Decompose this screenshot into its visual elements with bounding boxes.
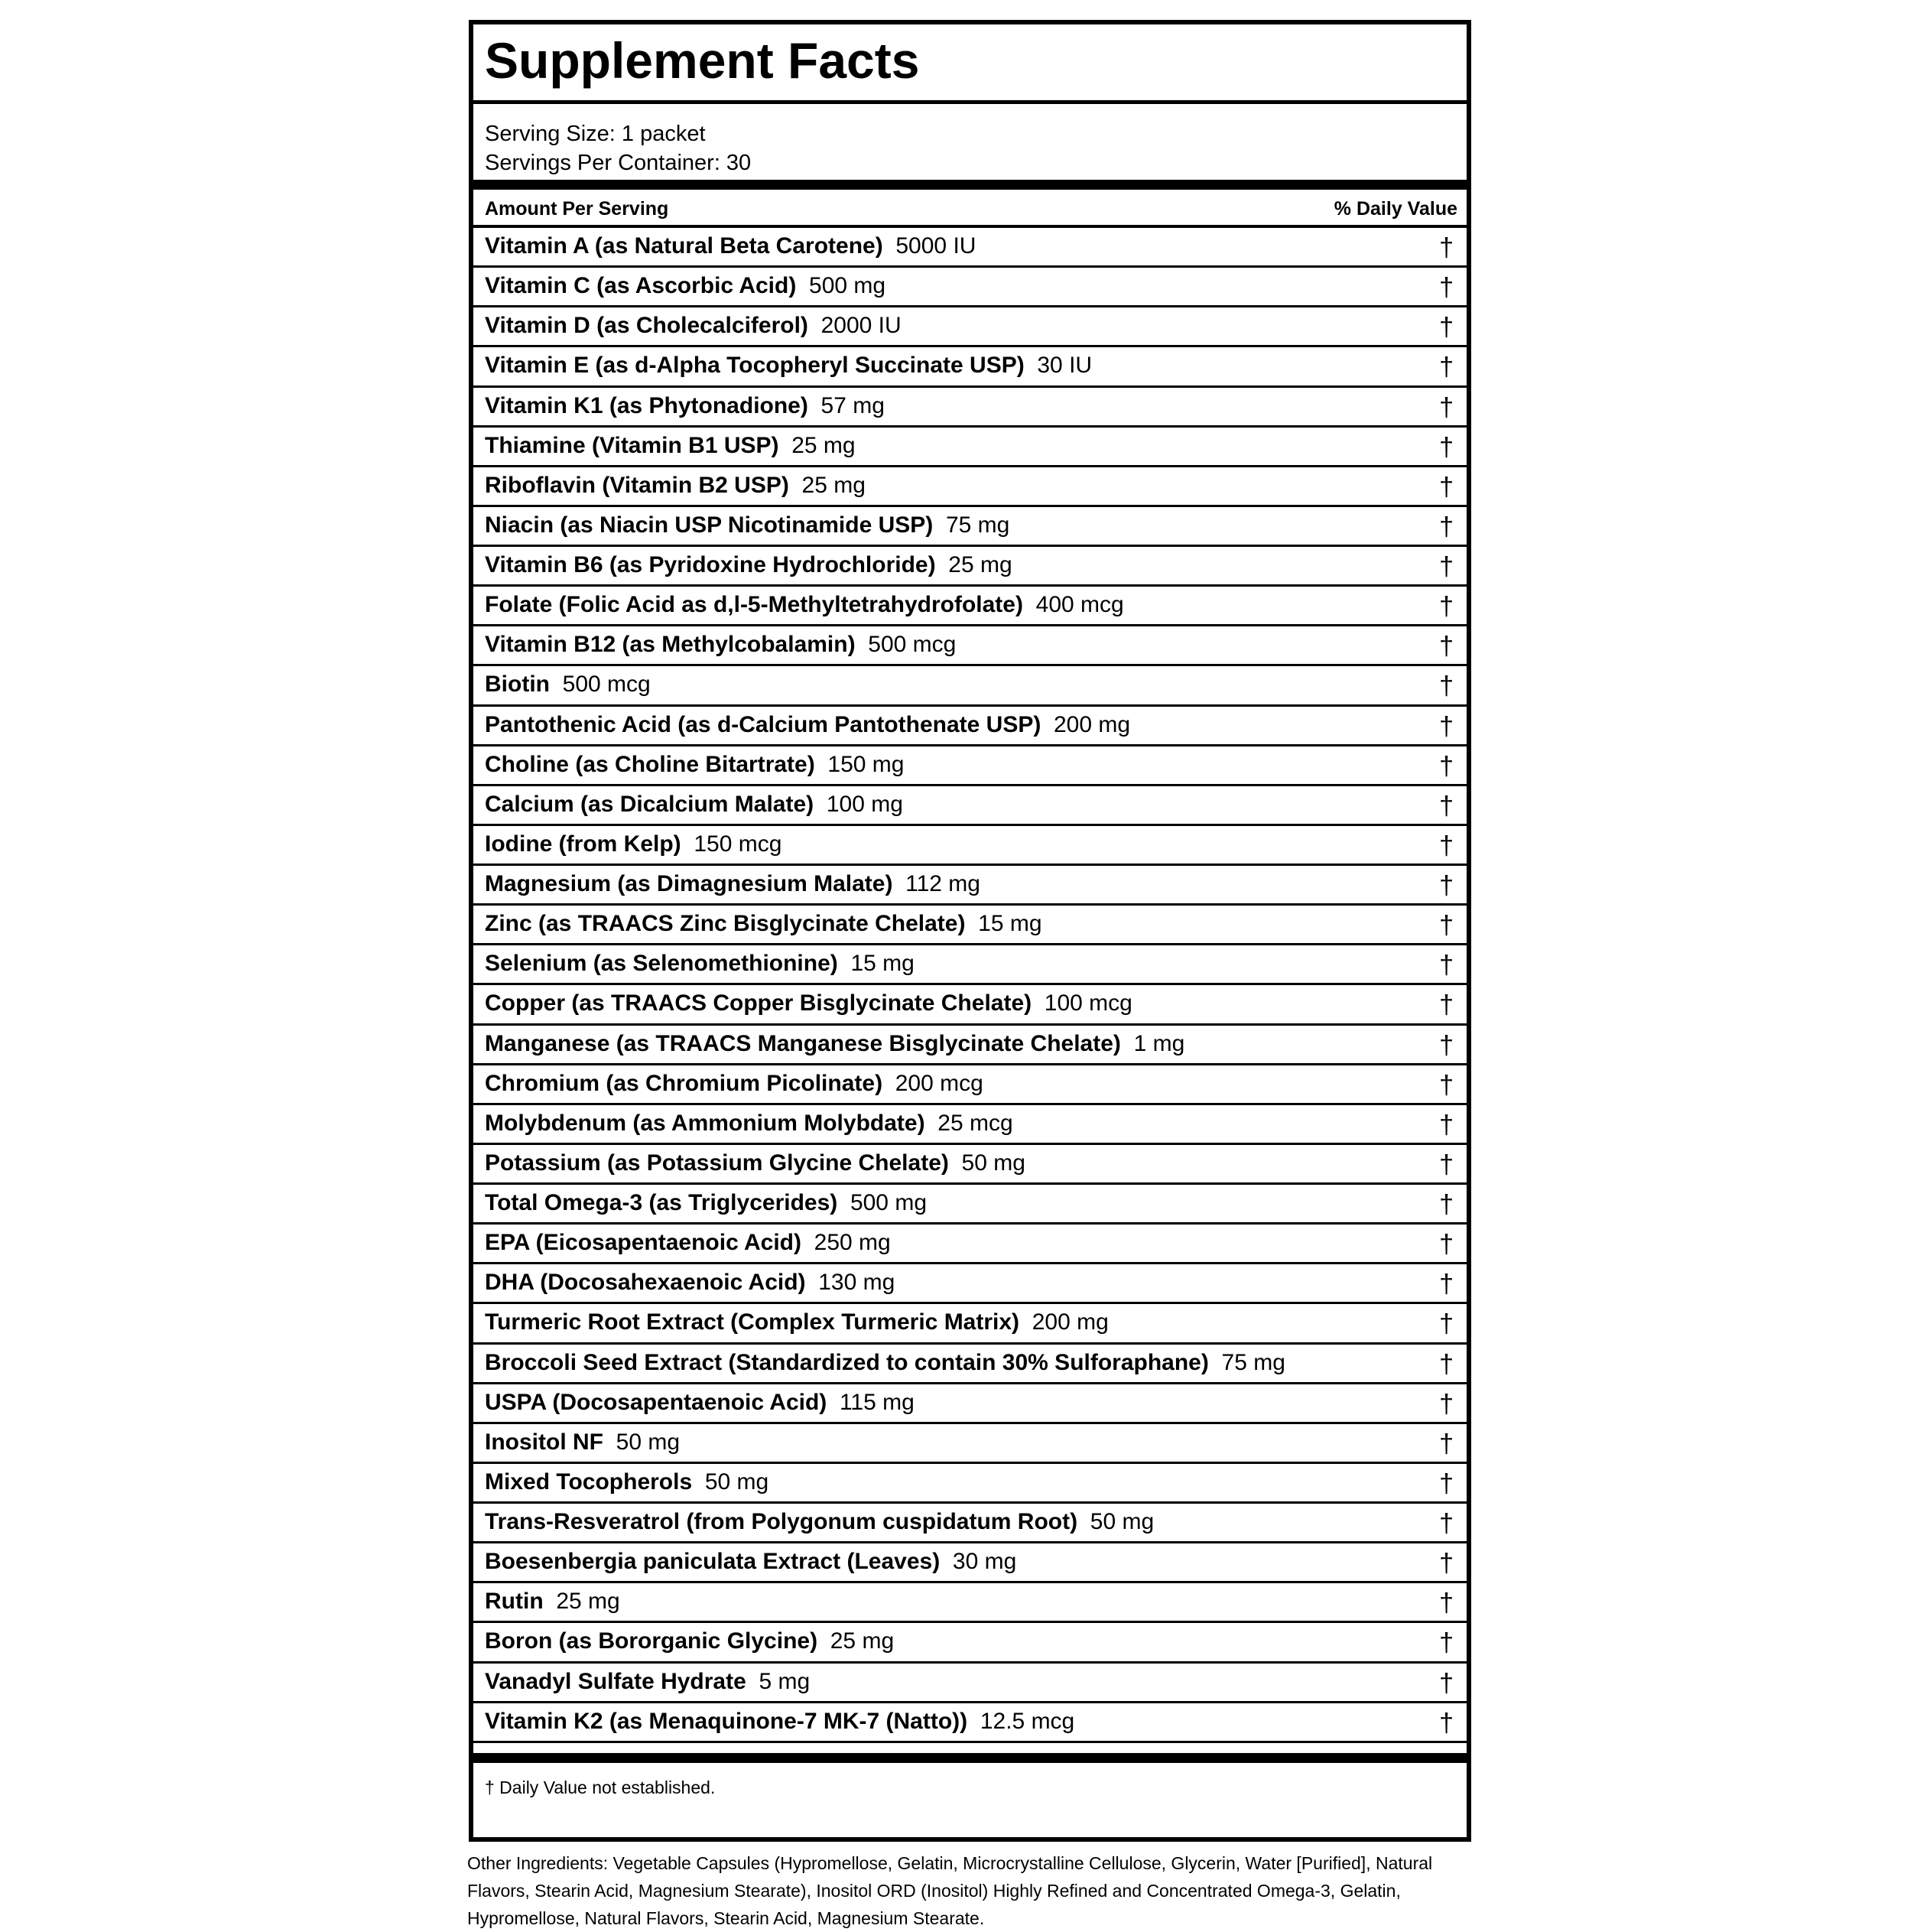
- dagger-mark: †: [1439, 273, 1454, 303]
- nutrient-name: Vitamin B6 (as Pyridoxine Hydrochloride): [485, 552, 936, 577]
- dagger-mark: †: [1439, 552, 1454, 581]
- dagger-mark: †: [1439, 1589, 1454, 1618]
- nutrient-name: Thiamine (Vitamin B1 USP): [485, 432, 779, 458]
- nutrient-row: [473, 626, 1467, 666]
- nutrient-text: [485, 1351, 1285, 1374]
- nutrient-row: [473, 268, 1467, 307]
- nutrient-row: [473, 347, 1467, 387]
- nutrient-row: [473, 1304, 1467, 1344]
- dagger-mark: †: [1439, 1110, 1454, 1140]
- nutrient-text: [485, 992, 1132, 1015]
- dagger-mark: †: [1439, 1030, 1454, 1060]
- nutrient-amount: 150 mcg: [694, 831, 782, 857]
- nutrient-amount: 150 mg: [827, 751, 905, 777]
- nutrient-amount: 25 mg: [556, 1589, 620, 1615]
- dagger-mark: †: [1439, 1628, 1454, 1658]
- nutrient-text: [485, 1590, 620, 1613]
- nutrient-name: Iodine (from Kelp): [485, 831, 681, 857]
- dagger-mark: †: [1439, 791, 1454, 821]
- dagger-mark: †: [1439, 1509, 1454, 1538]
- nutrient-row: [473, 1504, 1467, 1543]
- nutrient-amount: 5000 IU: [895, 233, 976, 259]
- nutrient-amount: 200 mg: [1054, 711, 1131, 737]
- nutrient-row: [473, 388, 1467, 428]
- dagger-mark: †: [1439, 632, 1454, 662]
- nutrient-text: [485, 1511, 1154, 1534]
- dagger-mark: †: [1439, 1070, 1454, 1100]
- nutrient-text: [485, 235, 976, 258]
- nutrient-text: [485, 1471, 768, 1494]
- nutrient-amount: 15 mg: [978, 911, 1042, 937]
- nutrient-amount: 12.5 mcg: [980, 1708, 1075, 1734]
- nutrient-name: Boron (as Bororganic Glycine): [485, 1628, 818, 1654]
- nutrient-row: [473, 906, 1467, 945]
- dagger-mark: †: [1439, 1270, 1454, 1299]
- dagger-mark: †: [1439, 392, 1454, 422]
- nutrient-name: Mixed Tocopherols: [485, 1469, 693, 1495]
- nutrient-name: Selenium (as Selenomethionine): [485, 951, 838, 977]
- nutrient-text: [485, 314, 902, 337]
- nutrient-row: [473, 945, 1467, 985]
- dagger-mark: †: [1439, 831, 1454, 860]
- nutrient-amount: 50 mg: [1090, 1509, 1155, 1534]
- daily-value-header: % Daily Value: [1334, 198, 1457, 220]
- dagger-mark: †: [1439, 512, 1454, 542]
- nutrient-amount: 500 mg: [809, 273, 886, 299]
- nutrient-text: [485, 474, 866, 497]
- nutrient-text: [485, 275, 885, 298]
- nutrient-row: [473, 307, 1467, 347]
- nutrient-amount: 1 mg: [1133, 1030, 1185, 1056]
- nutrient-amount: 500 mcg: [868, 632, 957, 658]
- nutrient-row: [473, 707, 1467, 746]
- column-header-row: [473, 190, 1467, 228]
- nutrient-text: [485, 711, 1131, 737]
- nutrient-text: [485, 912, 1042, 935]
- nutrient-text: [485, 1271, 895, 1294]
- nutrient-row: [473, 1065, 1467, 1105]
- nutrient-amount: 200 mcg: [895, 1070, 983, 1096]
- nutrient-amount: 25 mg: [948, 552, 1012, 577]
- nutrient-amount: 500 mcg: [562, 672, 651, 698]
- dagger-mark: †: [1439, 751, 1454, 781]
- nutrient-row: [473, 1185, 1467, 1225]
- nutrient-name: Rutin: [485, 1589, 544, 1615]
- nutrient-row: [473, 1145, 1467, 1185]
- title-section: [473, 24, 1467, 104]
- dagger-mark: †: [1439, 592, 1454, 622]
- nutrient-amount: 50 mg: [616, 1429, 681, 1455]
- nutrient-name: Folate (Folic Acid as d,l-5-Methyltetrahydrofolate): [485, 592, 1023, 618]
- nutrient-amount: 130 mg: [818, 1270, 895, 1296]
- nutrient-text: [485, 952, 915, 975]
- nutrient-name: Manganese (as TRAACS Manganese Bisglycinate Chelate): [485, 1030, 1121, 1056]
- nutrient-row: [473, 1026, 1467, 1065]
- nutrient-row: [473, 666, 1467, 706]
- nutrient-list: [473, 228, 1467, 1743]
- nutrient-row: [473, 228, 1467, 268]
- nutrient-text: [485, 793, 903, 816]
- nutrient-text: [485, 753, 904, 776]
- dagger-mark: †: [1439, 1469, 1454, 1498]
- nutrient-text: [485, 434, 856, 457]
- thick-divider: [473, 1753, 1467, 1763]
- serving-info: [473, 104, 1467, 184]
- nutrient-name: Vitamin K2 (as Menaquinone-7 MK-7 (Natto)): [485, 1708, 968, 1734]
- nutrient-text: [485, 594, 1124, 616]
- nutrient-text: [485, 392, 885, 418]
- nutrient-name: Magnesium (as Dimagnesium Malate): [485, 871, 893, 896]
- nutrient-name: Calcium (as Dicalcium Malate): [485, 791, 814, 817]
- dagger-mark: †: [1439, 1708, 1454, 1738]
- nutrient-row: [473, 1345, 1467, 1384]
- nutrient-text: [485, 673, 651, 696]
- nutrient-name: Riboflavin (Vitamin B2 USP): [485, 472, 789, 498]
- nutrient-name: Vitamin D (as Cholecalciferol): [485, 313, 808, 339]
- nutrient-text: [485, 354, 1092, 377]
- nutrient-row: [473, 985, 1467, 1025]
- nutrient-name: Niacin (as Niacin USP Nicotinamide USP): [485, 512, 934, 538]
- serving-size: Serving Size: 1 packet: [485, 122, 706, 146]
- nutrient-row: [473, 1384, 1467, 1424]
- nutrient-amount: 30 IU: [1037, 353, 1093, 379]
- nutrient-name: Trans-Resveratrol (from Polygonum cuspidatum Root): [485, 1509, 1078, 1534]
- nutrient-name: Pantothenic Acid (as d-Calcium Pantothenate USP): [485, 711, 1041, 737]
- thick-divider: [473, 180, 1467, 190]
- nutrient-amount: 250 mg: [814, 1230, 891, 1256]
- nutrient-name: Biotin: [485, 672, 550, 698]
- nutrient-amount: 2000 IU: [820, 313, 902, 339]
- nutrient-row: [473, 587, 1467, 626]
- nutrient-name: Broccoli Seed Extract (Standardized to contain 30% Sulforaphane): [485, 1349, 1209, 1375]
- servings-per-container: Servings Per Container: 30: [485, 151, 752, 175]
- dagger-mark: †: [1439, 951, 1454, 981]
- other-ingredients: Other Ingredients: Vegetable Capsules (Hypromellose, Gelatin, Microcrystalline Cellulose, Glycerin, Water [Purified], Natural Flavors, Stearin Acid, Magnesium Stearate), Inositol ORD (Inositol) Highly Refined and Concentrated Omega-3, Gelatin, Hypromellose, Natural Flavors, Stearin Acid, Magnesium Stearate.: [467, 1853, 1433, 1928]
- nutrient-amount: 100 mcg: [1044, 990, 1132, 1016]
- nutrient-name: Chromium (as Chromium Picolinate): [485, 1070, 883, 1096]
- nutrient-row: [473, 1703, 1467, 1743]
- footnote: † Daily Value not established.: [485, 1778, 716, 1797]
- nutrient-amount: 25 mg: [830, 1628, 895, 1654]
- nutrient-row: [473, 1424, 1467, 1464]
- nutrient-amount: 500 mg: [850, 1190, 928, 1215]
- nutrient-row: [473, 1583, 1467, 1623]
- dagger-mark: †: [1439, 1309, 1454, 1339]
- nutrient-name: Turmeric Root Extract (Complex Turmeric Matrix): [485, 1309, 1020, 1335]
- dagger-mark: †: [1439, 1230, 1454, 1260]
- nutrient-row: [473, 866, 1467, 906]
- nutrient-name: Zinc (as TRAACS Zinc Bisglycinate Chelate): [485, 911, 966, 937]
- nutrient-text: [485, 833, 781, 856]
- dagger-mark: †: [1439, 1349, 1454, 1379]
- nutrient-name: Inositol NF: [485, 1429, 603, 1455]
- nutrient-row: [473, 1543, 1467, 1583]
- nutrient-text: [485, 1431, 680, 1454]
- nutrient-text: [485, 873, 980, 896]
- nutrient-row: [473, 746, 1467, 786]
- nutrient-amount: 50 mg: [961, 1150, 1025, 1176]
- nutrient-name: Vitamin A (as Natural Beta Carotene): [485, 233, 883, 259]
- nutrient-name: EPA (Eicosapentaenoic Acid): [485, 1230, 801, 1256]
- nutrient-row: [473, 1664, 1467, 1703]
- dagger-mark: †: [1439, 990, 1454, 1020]
- dagger-mark: †: [1439, 1150, 1454, 1179]
- dagger-mark: †: [1439, 1668, 1454, 1698]
- nutrient-amount: 400 mcg: [1035, 592, 1124, 618]
- nutrient-row: [473, 547, 1467, 587]
- nutrient-name: Total Omega-3 (as Triglycerides): [485, 1190, 838, 1215]
- nutrient-name: Vitamin B12 (as Methylcobalamin): [485, 632, 856, 658]
- nutrient-name: Copper (as TRAACS Copper Bisglycinate Chelate): [485, 990, 1032, 1016]
- nutrient-text: [485, 1710, 1074, 1733]
- nutrient-name: Potassium (as Potassium Glycine Chelate): [485, 1150, 949, 1176]
- nutrient-name: Molybdenum (as Ammonium Molybdate): [485, 1110, 925, 1136]
- nutrient-text: [485, 1670, 810, 1693]
- nutrient-text: [485, 1391, 915, 1414]
- dagger-mark: †: [1439, 353, 1454, 382]
- nutrient-text: [485, 633, 956, 656]
- nutrient-amount: 25 mcg: [937, 1110, 1013, 1136]
- nutrient-name: Vitamin K1 (as Phytonadione): [485, 392, 808, 418]
- nutrient-row: [473, 786, 1467, 826]
- dagger-mark: †: [1439, 911, 1454, 941]
- nutrient-amount: 25 mg: [801, 472, 866, 498]
- nutrient-amount: 200 mg: [1032, 1309, 1109, 1335]
- nutrient-text: [485, 1550, 1016, 1573]
- nutrient-name: USPA (Docosapentaenoic Acid): [485, 1389, 827, 1415]
- nutrient-name: Boesenbergia paniculata Extract (Leaves): [485, 1549, 941, 1575]
- nutrient-text: [485, 1030, 1185, 1056]
- dagger-mark: †: [1439, 711, 1454, 741]
- dagger-mark: †: [1439, 472, 1454, 502]
- nutrient-text: [485, 1072, 983, 1095]
- nutrient-name: DHA (Docosahexaenoic Acid): [485, 1270, 806, 1296]
- nutrient-row: [473, 1225, 1467, 1264]
- nutrient-amount: 25 mg: [791, 432, 856, 458]
- dagger-mark: †: [1439, 313, 1454, 343]
- dagger-mark: †: [1439, 672, 1454, 701]
- nutrient-amount: 15 mg: [850, 951, 915, 977]
- nutrient-text: [485, 1112, 1013, 1135]
- nutrient-amount: 112 mg: [905, 871, 980, 896]
- dagger-mark: †: [1439, 1549, 1454, 1579]
- nutrient-row: [473, 1464, 1467, 1504]
- nutrient-text: [485, 1192, 927, 1215]
- dagger-mark: †: [1439, 1429, 1454, 1459]
- nutrient-name: Vitamin E (as d-Alpha Tocopheryl Succinate USP): [485, 353, 1025, 379]
- nutrient-text: [485, 1311, 1109, 1334]
- nutrient-amount: 30 mg: [952, 1549, 1017, 1575]
- nutrient-row: [473, 1264, 1467, 1304]
- supplement-facts-panel: [469, 20, 1471, 1842]
- nutrient-amount: 75 mg: [945, 512, 1010, 538]
- nutrient-row: [473, 428, 1467, 467]
- nutrient-amount: 100 mg: [826, 791, 903, 817]
- nutrient-text: [485, 1630, 894, 1653]
- nutrient-amount: 115 mg: [839, 1389, 915, 1415]
- dagger-mark: †: [1439, 233, 1454, 262]
- dagger-mark: †: [1439, 1389, 1454, 1419]
- nutrient-row: [473, 1105, 1467, 1145]
- dagger-mark: †: [1439, 1190, 1454, 1219]
- nutrient-text: [485, 1231, 891, 1254]
- nutrient-name: Vitamin C (as Ascorbic Acid): [485, 273, 797, 299]
- nutrient-row: [473, 1623, 1467, 1663]
- dagger-mark: †: [1439, 871, 1454, 900]
- nutrient-text: [485, 1152, 1025, 1175]
- nutrient-name: Vanadyl Sulfate Hydrate: [485, 1668, 746, 1694]
- nutrient-text: [485, 554, 1012, 577]
- nutrient-amount: 75 mg: [1221, 1349, 1285, 1375]
- nutrient-amount: 57 mg: [820, 392, 885, 418]
- nutrient-row: [473, 507, 1467, 547]
- amount-per-serving-header: Amount Per Serving: [485, 198, 669, 220]
- panel-title: Supplement Facts: [485, 32, 920, 89]
- nutrient-amount: 5 mg: [759, 1668, 811, 1694]
- nutrient-row: [473, 826, 1467, 866]
- nutrient-name: Choline (as Choline Bitartrate): [485, 751, 815, 777]
- nutrient-row: [473, 467, 1467, 507]
- nutrient-text: [485, 514, 1009, 537]
- dagger-mark: †: [1439, 432, 1454, 462]
- nutrient-amount: 50 mg: [704, 1469, 769, 1495]
